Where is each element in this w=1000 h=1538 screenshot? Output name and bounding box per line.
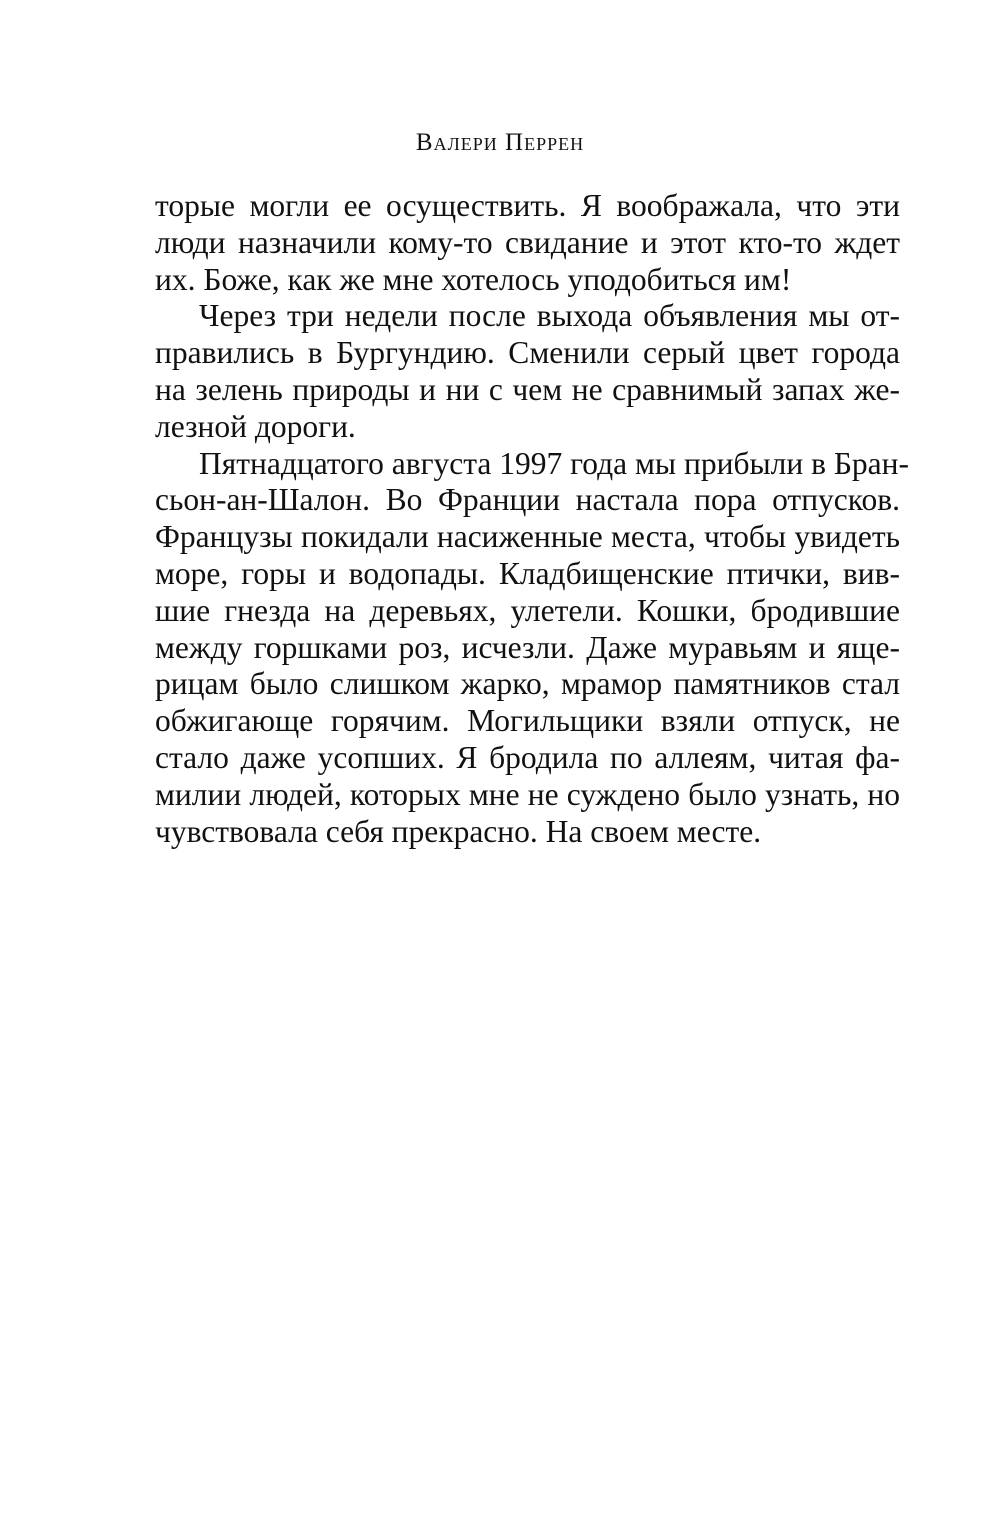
text-line: лезной дороги. — [155, 408, 356, 444]
text-line: правились в Бургундию. Сменили серый цвет города — [155, 335, 900, 371]
text-line: шие гнезда на деревьях, улетели. Кошки, бродившие — [155, 592, 900, 628]
text-line: море, горы и водопады. Кладбищенские птички, вив- — [155, 555, 900, 591]
text-line: Через три недели после выхода объявления мы от- — [199, 298, 900, 334]
paragraph-3 — [155, 445, 909, 851]
text-line: их. Боже, как же мне хотелось уподобиться им! — [155, 261, 792, 297]
text-line: сьон-ан-Шалон. Во Франции настала пора отпусков. — [155, 482, 900, 518]
body-text — [155, 188, 909, 850]
text-line: люди назначили кому-то свидание и этот кто-то ждет — [155, 224, 900, 260]
text-line: чувствовала себя прекрасно. На своем месте. — [155, 813, 762, 849]
text-line: торые могли ее осуществить. Я воображала, что эти — [155, 188, 900, 223]
text-line: милии людей, которых мне не суждено было узнать, но — [155, 776, 900, 812]
paragraph-2 — [155, 298, 900, 445]
text-line: обжигающе горячим. Могильщики взяли отпуск, не — [155, 703, 900, 739]
paragraph-1 — [155, 188, 900, 298]
text-line: на зелень природы и ни с чем не сравнимый запах же- — [155, 371, 900, 407]
text-line: между горшками роз, исчезли. Даже муравьям и яще- — [155, 629, 900, 665]
text-line: Французы покидали насиженные места, чтобы увидеть — [155, 519, 900, 555]
text-line: стало даже усопших. Я бродила по аллеям, читая фа- — [155, 739, 900, 775]
text-line: Пятнадцатого августа 1997 года мы прибыли в Бран- — [199, 445, 909, 481]
text-line: рицам было слишком жарко, мрамор памятников стал — [155, 666, 900, 702]
running-head: Валери Перрен — [415, 129, 585, 156]
